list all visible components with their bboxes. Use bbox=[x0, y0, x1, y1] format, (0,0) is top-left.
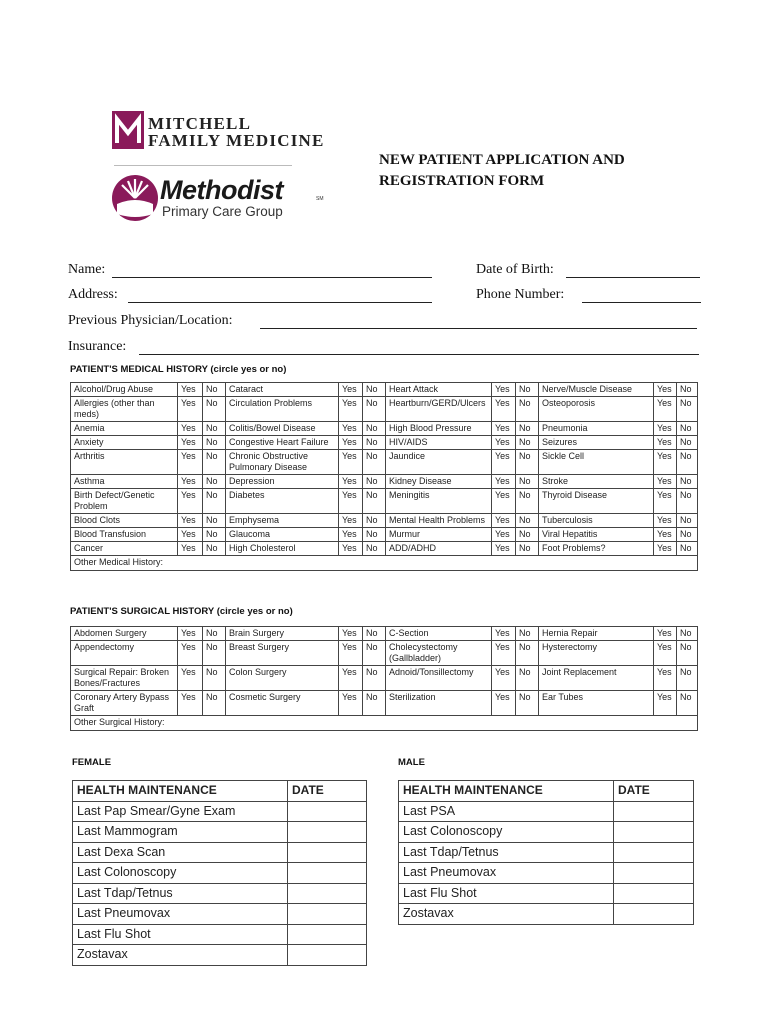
no-option[interactable]: No bbox=[203, 436, 226, 450]
date-input[interactable] bbox=[614, 842, 694, 863]
condition-label: Joint Replacement bbox=[539, 666, 654, 691]
condition-label: Jaundice bbox=[386, 450, 492, 475]
history-row bbox=[71, 542, 698, 556]
history-row bbox=[71, 397, 698, 422]
yes-option[interactable]: Yes bbox=[339, 691, 363, 716]
condition-label: Meningitis bbox=[386, 489, 492, 514]
no-option[interactable]: No bbox=[516, 397, 539, 422]
yes-option[interactable]: Yes bbox=[492, 514, 516, 528]
condition-label: Colon Surgery bbox=[226, 666, 339, 691]
condition-label: Chronic Obstructive Pulmonary Disease bbox=[226, 450, 339, 475]
insurance-label: Insurance: bbox=[68, 339, 127, 354]
yes-option[interactable]: Yes bbox=[492, 397, 516, 422]
condition-label: Surgical Repair: Broken Bones/Fractures bbox=[71, 666, 178, 691]
yes-option[interactable]: Yes bbox=[339, 436, 363, 450]
yes-option[interactable]: Yes bbox=[492, 422, 516, 436]
no-option[interactable]: No bbox=[203, 641, 226, 666]
no-option[interactable]: No bbox=[203, 489, 226, 514]
condition-label: Foot Problems? bbox=[539, 542, 654, 556]
history-row bbox=[71, 528, 698, 542]
medical-history-heading: PATIENT'S MEDICAL HISTORY (circle yes or no) bbox=[70, 364, 287, 375]
health-item-row bbox=[73, 842, 367, 863]
yes-option[interactable]: Yes bbox=[654, 475, 677, 489]
no-option[interactable]: No bbox=[203, 450, 226, 475]
no-option[interactable]: No bbox=[677, 397, 698, 422]
history-row bbox=[71, 666, 698, 691]
no-option[interactable]: No bbox=[203, 397, 226, 422]
methodist-subtitle: Primary Care Group bbox=[162, 204, 283, 219]
yes-option[interactable]: Yes bbox=[339, 542, 363, 556]
no-option[interactable]: No bbox=[363, 489, 386, 514]
yes-option[interactable]: Yes bbox=[178, 489, 203, 514]
no-option[interactable]: No bbox=[203, 691, 226, 716]
yes-option[interactable]: Yes bbox=[339, 475, 363, 489]
yes-option[interactable]: Yes bbox=[654, 542, 677, 556]
history-row bbox=[71, 514, 698, 528]
yes-option[interactable]: Yes bbox=[339, 450, 363, 475]
condition-label: Cholecystectomy (Gallbladder) bbox=[386, 641, 492, 666]
yes-option[interactable]: Yes bbox=[654, 641, 677, 666]
other-medical-history-field[interactable]: Other Medical History: bbox=[71, 556, 698, 571]
form-title: NEW PATIENT APPLICATION AND REGISTRATION FORM bbox=[379, 152, 625, 189]
no-option[interactable]: No bbox=[516, 489, 539, 514]
female-heading: FEMALE bbox=[72, 757, 112, 768]
trademark: SM bbox=[316, 196, 324, 202]
health-item-row bbox=[399, 863, 694, 884]
history-row bbox=[71, 475, 698, 489]
yes-option[interactable]: Yes bbox=[492, 542, 516, 556]
condition-label: Cataract bbox=[226, 383, 339, 397]
condition-label: Cosmetic Surgery bbox=[226, 691, 339, 716]
yes-option[interactable]: Yes bbox=[339, 397, 363, 422]
condition-label: Congestive Heart Failure bbox=[226, 436, 339, 450]
yes-option[interactable]: Yes bbox=[178, 450, 203, 475]
condition-label: Breast Surgery bbox=[226, 641, 339, 666]
health-item-row bbox=[73, 945, 367, 966]
condition-label: Heart Attack bbox=[386, 383, 492, 397]
yes-option[interactable]: Yes bbox=[492, 666, 516, 691]
condition-label: Stroke bbox=[539, 475, 654, 489]
health-item-row bbox=[73, 904, 367, 925]
address-label: Address: bbox=[68, 287, 118, 302]
date-input[interactable] bbox=[614, 863, 694, 884]
date-header: DATE bbox=[288, 781, 367, 802]
date-input[interactable] bbox=[288, 945, 367, 966]
no-option[interactable]: No bbox=[677, 475, 698, 489]
condition-label: Osteoporosis bbox=[539, 397, 654, 422]
yes-option[interactable]: Yes bbox=[178, 397, 203, 422]
condition-label: ADD/ADHD bbox=[386, 542, 492, 556]
health-maintenance-header: HEALTH MAINTENANCE bbox=[73, 781, 288, 802]
health-item-label: Last PSA bbox=[399, 801, 614, 822]
no-option[interactable]: No bbox=[363, 514, 386, 528]
condition-label: Asthma bbox=[71, 475, 178, 489]
yes-option[interactable]: Yes bbox=[492, 528, 516, 542]
condition-label: Allergies (other than meds) bbox=[71, 397, 178, 422]
phone-input[interactable] bbox=[582, 302, 701, 303]
health-item-label: Last Flu Shot bbox=[399, 883, 614, 904]
health-item-label: Last Mammogram bbox=[73, 822, 288, 843]
health-item-label: Last Pneumovax bbox=[399, 863, 614, 884]
condition-label: Viral Hepatitis bbox=[539, 528, 654, 542]
no-option[interactable]: No bbox=[516, 422, 539, 436]
yes-option[interactable]: Yes bbox=[339, 627, 363, 641]
yes-option[interactable]: Yes bbox=[339, 422, 363, 436]
yes-option[interactable]: Yes bbox=[654, 422, 677, 436]
condition-label: Abdomen Surgery bbox=[71, 627, 178, 641]
yes-option[interactable]: Yes bbox=[339, 514, 363, 528]
mitchell-logo-text: MITCHELL FAMILY MEDICINE bbox=[148, 114, 325, 150]
no-option[interactable]: No bbox=[363, 475, 386, 489]
no-option[interactable]: No bbox=[677, 514, 698, 528]
no-option[interactable]: No bbox=[516, 542, 539, 556]
condition-label: Hysterectomy bbox=[539, 641, 654, 666]
no-option[interactable]: No bbox=[677, 422, 698, 436]
no-option[interactable]: No bbox=[677, 641, 698, 666]
health-item-label: Zostavax bbox=[399, 904, 614, 925]
no-option[interactable]: No bbox=[677, 489, 698, 514]
yes-option[interactable]: Yes bbox=[654, 627, 677, 641]
health-item-row bbox=[73, 924, 367, 945]
history-row bbox=[71, 641, 698, 666]
condition-label: Thyroid Disease bbox=[539, 489, 654, 514]
yes-option[interactable]: Yes bbox=[492, 489, 516, 514]
no-option[interactable]: No bbox=[363, 450, 386, 475]
health-item-row bbox=[399, 842, 694, 863]
condition-label: Anemia bbox=[71, 422, 178, 436]
yes-option[interactable]: Yes bbox=[178, 422, 203, 436]
date-input[interactable] bbox=[288, 842, 367, 863]
no-option[interactable]: No bbox=[516, 641, 539, 666]
dob-input[interactable] bbox=[566, 277, 700, 278]
yes-option[interactable]: Yes bbox=[178, 666, 203, 691]
no-option[interactable]: No bbox=[677, 666, 698, 691]
other-surgical-history-field[interactable]: Other Surgical History: bbox=[71, 716, 698, 731]
history-row bbox=[71, 422, 698, 436]
yes-option[interactable]: Yes bbox=[492, 641, 516, 666]
no-option[interactable]: No bbox=[363, 666, 386, 691]
no-option[interactable]: No bbox=[677, 627, 698, 641]
no-option[interactable]: No bbox=[516, 528, 539, 542]
yes-option[interactable]: Yes bbox=[654, 383, 677, 397]
condition-label: Adnoid/Tonsillectomy bbox=[386, 666, 492, 691]
yes-option[interactable]: Yes bbox=[178, 436, 203, 450]
condition-label: Emphysema bbox=[226, 514, 339, 528]
history-row bbox=[71, 489, 698, 514]
history-row bbox=[71, 383, 698, 397]
name-input[interactable] bbox=[112, 277, 432, 278]
date-input[interactable] bbox=[288, 822, 367, 843]
no-option[interactable]: No bbox=[203, 528, 226, 542]
condition-label: High Cholesterol bbox=[226, 542, 339, 556]
yes-option[interactable]: Yes bbox=[654, 450, 677, 475]
condition-label: Appendectomy bbox=[71, 641, 178, 666]
condition-label: Birth Defect/Genetic Problem bbox=[71, 489, 178, 514]
no-option[interactable]: No bbox=[203, 514, 226, 528]
no-option[interactable]: No bbox=[203, 666, 226, 691]
health-item-label: Last Tdap/Tetnus bbox=[73, 883, 288, 904]
health-item-label: Last Tdap/Tetnus bbox=[399, 842, 614, 863]
health-item-row bbox=[399, 822, 694, 843]
condition-label: Glaucoma bbox=[226, 528, 339, 542]
no-option[interactable]: No bbox=[363, 627, 386, 641]
no-option[interactable]: No bbox=[363, 641, 386, 666]
condition-label: Blood Transfusion bbox=[71, 528, 178, 542]
condition-label: Colitis/Bowel Disease bbox=[226, 422, 339, 436]
yes-option[interactable]: Yes bbox=[492, 436, 516, 450]
health-item-label: Zostavax bbox=[73, 945, 288, 966]
no-option[interactable]: No bbox=[516, 475, 539, 489]
health-item-row bbox=[73, 863, 367, 884]
address-input[interactable] bbox=[128, 302, 432, 303]
yes-option[interactable]: Yes bbox=[654, 489, 677, 514]
health-item-row bbox=[399, 904, 694, 925]
health-item-row bbox=[73, 801, 367, 822]
health-item-label: Last Flu Shot bbox=[73, 924, 288, 945]
history-row bbox=[71, 450, 698, 475]
yes-option[interactable]: Yes bbox=[178, 542, 203, 556]
no-option[interactable]: No bbox=[677, 542, 698, 556]
yes-option[interactable]: Yes bbox=[492, 383, 516, 397]
condition-label: Alcohol/Drug Abuse bbox=[71, 383, 178, 397]
no-option[interactable]: No bbox=[677, 528, 698, 542]
yes-option[interactable]: Yes bbox=[178, 528, 203, 542]
no-option[interactable]: No bbox=[363, 383, 386, 397]
date-input[interactable] bbox=[288, 801, 367, 822]
date-input[interactable] bbox=[288, 883, 367, 904]
female-health-table bbox=[72, 780, 367, 966]
date-input[interactable] bbox=[288, 904, 367, 925]
history-row bbox=[71, 691, 698, 716]
surgical-history-table bbox=[70, 626, 698, 731]
yes-option[interactable]: Yes bbox=[654, 691, 677, 716]
health-item-row bbox=[73, 883, 367, 904]
yes-option[interactable]: Yes bbox=[178, 475, 203, 489]
condition-label: Seizures bbox=[539, 436, 654, 450]
no-option[interactable]: No bbox=[516, 514, 539, 528]
no-option[interactable]: No bbox=[677, 691, 698, 716]
condition-label: Sterilization bbox=[386, 691, 492, 716]
condition-label: Sickle Cell bbox=[539, 450, 654, 475]
yes-option[interactable]: Yes bbox=[492, 691, 516, 716]
yes-option[interactable]: Yes bbox=[178, 514, 203, 528]
methodist-logo-mark bbox=[111, 174, 159, 222]
no-option[interactable]: No bbox=[203, 627, 226, 641]
no-option[interactable]: No bbox=[363, 542, 386, 556]
no-option[interactable]: No bbox=[677, 383, 698, 397]
health-item-row bbox=[399, 883, 694, 904]
no-option[interactable]: No bbox=[363, 436, 386, 450]
yes-option[interactable]: Yes bbox=[654, 528, 677, 542]
condition-label: Ear Tubes bbox=[539, 691, 654, 716]
yes-option[interactable]: Yes bbox=[492, 475, 516, 489]
dob-label: Date of Birth: bbox=[476, 262, 554, 277]
date-input[interactable] bbox=[288, 863, 367, 884]
no-option[interactable]: No bbox=[677, 436, 698, 450]
no-option[interactable]: No bbox=[516, 450, 539, 475]
health-item-label: Last Colonoscopy bbox=[73, 863, 288, 884]
health-item-row bbox=[399, 801, 694, 822]
condition-label: Hernia Repair bbox=[539, 627, 654, 641]
no-option[interactable]: No bbox=[203, 383, 226, 397]
male-heading: MALE bbox=[398, 757, 425, 768]
date-header: DATE bbox=[614, 781, 694, 802]
insurance-input[interactable] bbox=[139, 354, 699, 355]
mitchell-logo-mark bbox=[112, 111, 144, 149]
no-option[interactable]: No bbox=[516, 436, 539, 450]
condition-label: Depression bbox=[226, 475, 339, 489]
date-input[interactable] bbox=[614, 883, 694, 904]
name-label: Name: bbox=[68, 262, 106, 277]
methodist-logo-text: Methodist bbox=[160, 175, 283, 205]
yes-option[interactable]: Yes bbox=[492, 627, 516, 641]
no-option[interactable]: No bbox=[363, 422, 386, 436]
medical-history-table bbox=[70, 382, 698, 571]
prev-physician-input[interactable] bbox=[260, 328, 697, 329]
no-option[interactable]: No bbox=[516, 666, 539, 691]
condition-label: C-Section bbox=[386, 627, 492, 641]
condition-label: Nerve/Muscle Disease bbox=[539, 383, 654, 397]
yes-option[interactable]: Yes bbox=[339, 489, 363, 514]
health-item-label: Last Colonoscopy bbox=[399, 822, 614, 843]
no-option[interactable]: No bbox=[203, 542, 226, 556]
yes-option[interactable]: Yes bbox=[339, 641, 363, 666]
no-option[interactable]: No bbox=[516, 383, 539, 397]
history-row bbox=[71, 436, 698, 450]
condition-label: Diabetes bbox=[226, 489, 339, 514]
condition-label: Mental Health Problems bbox=[386, 514, 492, 528]
condition-label: Cancer bbox=[71, 542, 178, 556]
condition-label: Anxiety bbox=[71, 436, 178, 450]
condition-label: Blood Clots bbox=[71, 514, 178, 528]
male-health-table bbox=[398, 780, 694, 925]
health-item-label: Last Dexa Scan bbox=[73, 842, 288, 863]
logo-divider bbox=[114, 165, 292, 166]
no-option[interactable]: No bbox=[516, 691, 539, 716]
yes-option[interactable]: Yes bbox=[654, 666, 677, 691]
yes-option[interactable]: Yes bbox=[178, 383, 203, 397]
no-option[interactable]: No bbox=[203, 422, 226, 436]
condition-label: Coronary Artery Bypass Graft bbox=[71, 691, 178, 716]
condition-label: Arthritis bbox=[71, 450, 178, 475]
condition-label: HIV/AIDS bbox=[386, 436, 492, 450]
date-input[interactable] bbox=[614, 904, 694, 925]
no-option[interactable]: No bbox=[203, 475, 226, 489]
condition-label: High Blood Pressure bbox=[386, 422, 492, 436]
date-input[interactable] bbox=[614, 801, 694, 822]
health-item-row bbox=[73, 822, 367, 843]
yes-option[interactable]: Yes bbox=[492, 450, 516, 475]
health-maintenance-header: HEALTH MAINTENANCE bbox=[399, 781, 614, 802]
yes-option[interactable]: Yes bbox=[654, 397, 677, 422]
condition-label: Heartburn/GERD/Ulcers bbox=[386, 397, 492, 422]
condition-label: Kidney Disease bbox=[386, 475, 492, 489]
condition-label: Brain Surgery bbox=[226, 627, 339, 641]
condition-label: Murmur bbox=[386, 528, 492, 542]
history-row bbox=[71, 627, 698, 641]
no-option[interactable]: No bbox=[363, 397, 386, 422]
no-option[interactable]: No bbox=[516, 627, 539, 641]
yes-option[interactable]: Yes bbox=[339, 528, 363, 542]
phone-label: Phone Number: bbox=[476, 287, 565, 302]
health-item-label: Last Pap Smear/Gyne Exam bbox=[73, 801, 288, 822]
no-option[interactable]: No bbox=[677, 450, 698, 475]
yes-option[interactable]: Yes bbox=[339, 666, 363, 691]
condition-label: Pneumonia bbox=[539, 422, 654, 436]
surgical-history-heading: PATIENT'S SURGICAL HISTORY (circle yes or no) bbox=[70, 606, 293, 617]
no-option[interactable]: No bbox=[363, 691, 386, 716]
yes-option[interactable]: Yes bbox=[178, 627, 203, 641]
yes-option[interactable]: Yes bbox=[178, 641, 203, 666]
condition-label: Tuberculosis bbox=[539, 514, 654, 528]
prev-physician-label: Previous Physician/Location: bbox=[68, 313, 233, 328]
date-input[interactable] bbox=[288, 924, 367, 945]
date-input[interactable] bbox=[614, 822, 694, 843]
yes-option[interactable]: Yes bbox=[654, 436, 677, 450]
health-item-label: Last Pneumovax bbox=[73, 904, 288, 925]
yes-option[interactable]: Yes bbox=[654, 514, 677, 528]
no-option[interactable]: No bbox=[363, 528, 386, 542]
yes-option[interactable]: Yes bbox=[178, 691, 203, 716]
condition-label: Circulation Problems bbox=[226, 397, 339, 422]
yes-option[interactable]: Yes bbox=[339, 383, 363, 397]
